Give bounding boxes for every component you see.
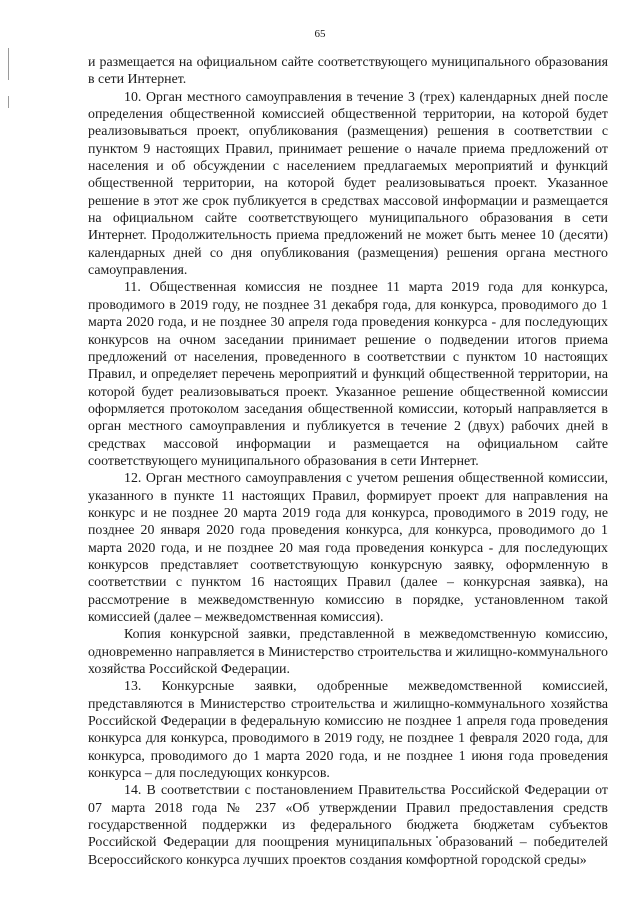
paragraph: Копия конкурсной заявки, представленной в межведомственную комиссию, одновременно направляется в Министерство строительства и жилищно-коммунального хозяйства Российской Федерации. — [88, 627, 608, 678]
paragraph: 10. Орган местного самоуправления в течение 3 (трех) календарных дней после определения общественной комиссией общественной территории, на которой будет реализовываться проект, опубликования (размещения) решения в соответствии с пунктом 9 настоящих Правил, принимает решение о начале приема предложений от населения и об обсуждении с населением предлагаемых мероприятий и функций общественной территории, на которой будет реализовываться проект. Указанное решение в этот же срок публикуется в средствах массовой информации и размещается на официальном сайте соответствующего муниципального образования в сети Интернет. Продолжительность приема предложений не может быть менее 10 (десяти) календарных дней со дня опубликования (размещения) решения органа местного самоуправления. — [88, 89, 608, 279]
paragraph: и размещается на официальном сайте соответствующего муниципального образования в сети Интернет. — [88, 55, 608, 88]
paragraph: 11. Общественная комиссия не позднее 11 марта 2019 года для конкурса, проводимого в 2019 году, не позднее 31 декабря года, для конкурса, проводимого до 1 марта 2020 года, и не позднее 30 апреля года проведения конкурса - для последующих конкурсов на очном заседании принимает решение о подведении итогов приема предложений от населения, проведенного в соответствии с пунктом 10 настоящих Правил, и определяет перечень мероприятий и функций общественной территории, на которой будет реализовываться проект. Указанное решение общественной комиссии оформляется протоколом заседания общественной комиссии, который направляется в орган местного самоуправления и публикуется в течение 2 (двух) рабочих дней в средствах массовой информации и размещается на официальном сайте соответствующего муниципального образования в сети Интернет. — [88, 280, 608, 469]
paragraph: 14. В соответствии с постановлением Правительства Российской Федерации от 07 марта 2018 года № 237 «Об утверждении Правил предоставления средств государственной поддержки из федерального бюджета бюджетам субъектов Российской Федерации для поощрения муниципальных образований – победителей Всероссийского конкурса лучших проектов создания комфортной городской среды» — [88, 783, 608, 868]
page-number: 65 — [314, 28, 326, 40]
scan-edge-mark — [8, 48, 9, 80]
document-body — [88, 54, 608, 869]
scan-edge-mark — [8, 96, 9, 108]
paragraph: 13. Конкурсные заявки, одобренные межведомственной комиссией, представляются в Министерство строительства и жилищно-коммунального хозяйства Российской Федерации в федеральную комиссию не позднее 1 апреля года проведения конкурса для конкурса, проводимого в 2019 году, не позднее 1 февраля 2020 года, для конкурса, проводимого до 1 марта 2020 года, и не позднее 1 июня года проведения конкурса – для последующих конкурсов. — [88, 679, 608, 782]
paragraph: 12. Орган местного самоуправления с учетом решения общественной комиссии, указанного в пункте 11 настоящих Правил, формирует проект для направления на конкурс и не позднее 20 марта 2019 года для конкурса, проводимого в 2019 году, не позднее 20 января 2020 года проведения конкурса, для конкурса, проводимого до 1 марта 2020 года, и не позднее 20 мая года проведения конкурса - для последующих конкурсов представляет соответствующую конкурсную заявку, оформленную в соответствии с пунктом 16 настоящих Правил (далее – конкурсная заявка), на рассмотрение в межведомственную комиссию в порядке, установленном такой комиссией (далее – межведомственная комиссия). — [88, 471, 608, 625]
